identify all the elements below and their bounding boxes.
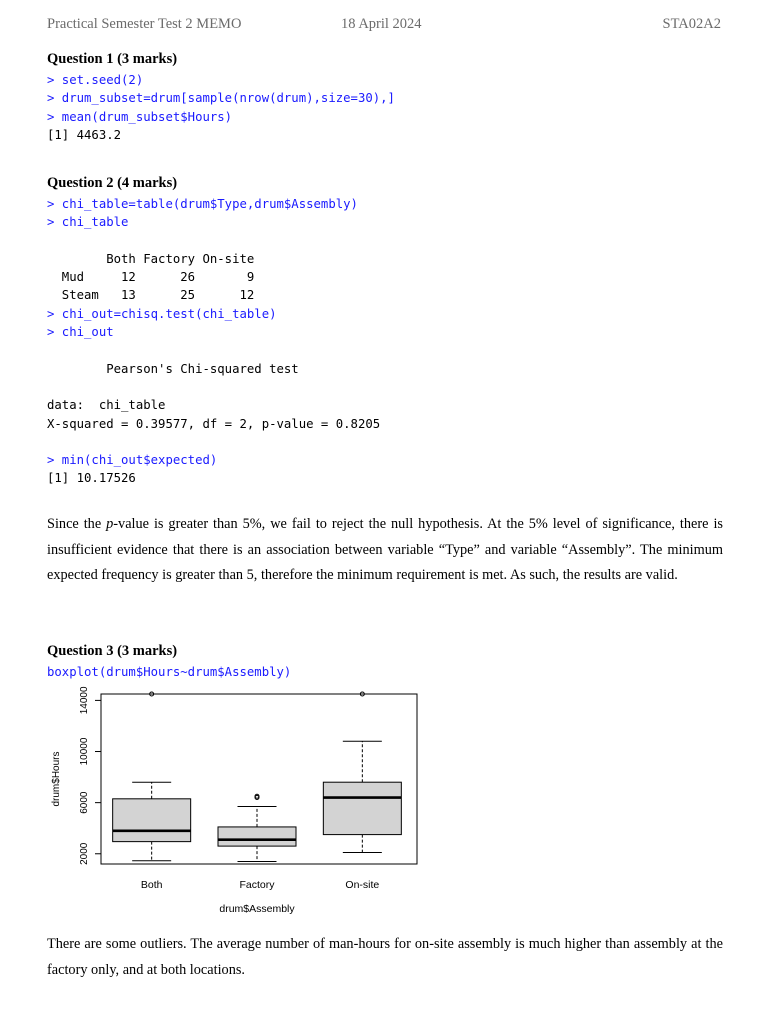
question-1-title: Question 1 (3 marks) <box>47 51 178 67</box>
r-command-line: > chi_out <box>47 325 114 340</box>
r-command-line: > set.seed(2) <box>47 73 144 87</box>
y-tick-label: 10000 <box>79 737 90 766</box>
x-axis-label: drum$Assembly <box>219 903 295 915</box>
x-tick-label: Factory <box>239 879 275 891</box>
r-output-line: Pearson's Chi-squared test <box>47 361 299 376</box>
x-tick-label: On-site <box>345 879 380 891</box>
question-1-code <box>47 71 395 144</box>
y-tick-label: 6000 <box>79 791 90 814</box>
box-both <box>113 799 191 842</box>
y-tick-label: 14000 <box>79 686 90 715</box>
question-2-code <box>47 195 380 488</box>
question-2-interpretation <box>47 512 723 589</box>
p-italic: p <box>106 516 114 532</box>
r-command-line: > min(chi_out$expected) <box>47 453 218 468</box>
r-output-line <box>47 341 380 359</box>
header-title: Practical Semester Test 2 MEMO <box>47 16 242 32</box>
question-3-title: Question 3 (3 marks) <box>47 643 178 659</box>
page-header <box>47 16 721 36</box>
r-command-line: > mean(drum_subset$Hours) <box>47 109 233 124</box>
box-factory <box>218 827 296 846</box>
boxplot-chart <box>47 686 447 920</box>
question-3-conclusion: There are some outliers. The average number of man-hours for on-site assembly is much higher than assembly at the factory only, and at both locations. <box>47 936 723 978</box>
r-output-line: Mud 12 26 9 <box>47 270 255 285</box>
x-tick-label: Both <box>140 879 163 891</box>
r-output-line: Steam 13 25 12 <box>47 288 255 303</box>
question-3-command: boxplot(drum$Hours~drum$Assembly) <box>47 665 292 679</box>
r-command-line: > chi_out=chisq.test(chi_table) <box>47 306 277 321</box>
r-output-line <box>47 433 380 451</box>
r-output-line <box>47 232 380 250</box>
box-on-site <box>323 782 401 834</box>
r-output-line <box>47 378 380 396</box>
boxplot-svg <box>47 686 447 920</box>
para-text-start: Since the <box>47 516 107 532</box>
y-tick-label: 2000 <box>79 842 90 865</box>
r-output-line: X-squared = 0.39577, df = 2, p-value = 0.8205 <box>47 416 381 431</box>
r-command-line: > chi_table <box>47 215 129 230</box>
question-2-title: Question 2 (4 marks) <box>47 175 178 191</box>
y-axis-label: drum$Hours <box>51 751 62 807</box>
header-course-code: STA02A2 <box>662 16 721 32</box>
r-output-line: [1] 4463.2 <box>47 127 122 142</box>
para-text-end: -value is greater than 5%, we fail to reject the null hypothesis. At the 5% level of significance, there is insufficient evidence that there is an association between variable “Type” and variable “Assembly”. The minimum expected frequency is greater than 5, therefore the minimum requirement is met. As such, the results are valid. <box>47 516 723 583</box>
r-command-line: > drum_subset=drum[sample(nrow(drum),size=30),] <box>47 91 395 106</box>
r-output-line: [1] 10.17526 <box>47 471 136 486</box>
r-output-line: data: chi_table <box>47 398 166 413</box>
header-date: 18 April 2024 <box>341 16 422 32</box>
r-command-line: > chi_table=table(drum$Type,drum$Assembly) <box>47 197 358 211</box>
r-output-line: Both Factory On-site <box>47 251 255 266</box>
